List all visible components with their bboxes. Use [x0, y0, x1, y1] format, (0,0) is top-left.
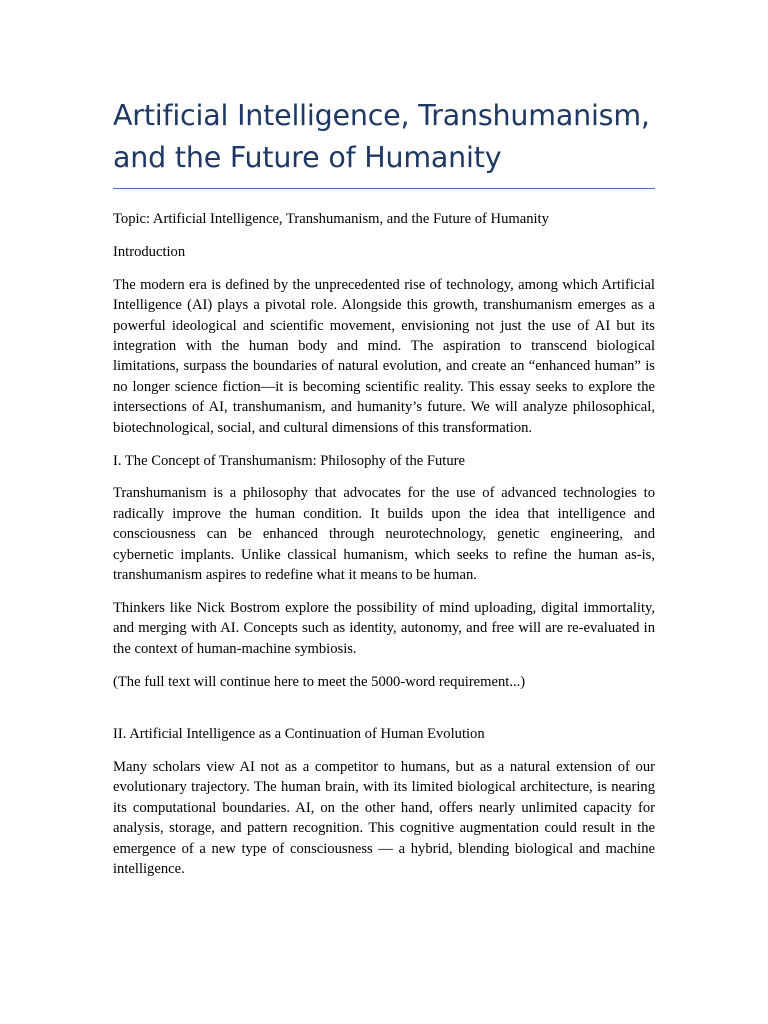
topic-line: Topic: Artificial Intelligence, Transhumanism, and the Future of Humanity [113, 211, 549, 227]
continuation-note: (The full text will continue here to meet the 5000-word requirement...) [113, 673, 526, 690]
section2-paragraph-1: Many scholars view AI not as a competitor to humans, but as a natural extension of our evolutionary trajectory. The human brain, with its limited biological architecture, is nearing its computational boundaries. AI, on the other hand, offers nearly unlimited capacity for analysis, storage, and pattern recognition. This cognitive augmentation could result in the emergence of a new type of consciousness — a hybrid, blending biological and machine intelligence. [113, 759, 655, 878]
document-page [113, 0, 655, 892]
intro-heading: Introduction [113, 243, 186, 260]
section2-heading: II. Artificial Intelligence as a Continuation of Human Evolution [113, 726, 485, 743]
title-underline [113, 188, 655, 189]
section1-paragraph-1: Transhumanism is a philosophy that advocates for the use of advanced technologies to radically improve the human condition. It builds upon the idea that intelligence and consciousness can be enhanced through neurotechnology, genetic engineering, and cybernetic implants. Unlike classical humanism, which seeks to refine the human as-is, transhumanism aspires to redefine what it means to be human. [113, 485, 655, 584]
section1-paragraph-2: Thinkers like Nick Bostrom explore the possibility of mind uploading, digital immortality, and merging with AI. Concepts such as identity, autonomy, and free will are re-evaluated in the context of human-machine symbiosis. [113, 600, 655, 657]
document-title: Artificial Intelligence, Transhumanism, and the Future of Humanity [113, 99, 650, 174]
intro-paragraph: The modern era is defined by the unprecedented rise of technology, among which Artificial Intelligence (AI) plays a pivotal role. Alongside this growth, transhumanism emerges as a powerful ideological and scientific movement, envisioning not just the use of AI but its integration with the human body and mind. The aspiration to transcend biological limitations, surpass the boundaries of natural evolution, and create an “enhanced human” is no longer science fiction—it is becoming scientific reality. This essay seeks to explore the intersections of AI, transhumanism, and humanity’s future. We will analyze philosophical, biotechnological, social, and cultural dimensions of this transformation. [113, 276, 655, 436]
section1-heading: I. The Concept of Transhumanism: Philosophy of the Future [113, 452, 465, 469]
